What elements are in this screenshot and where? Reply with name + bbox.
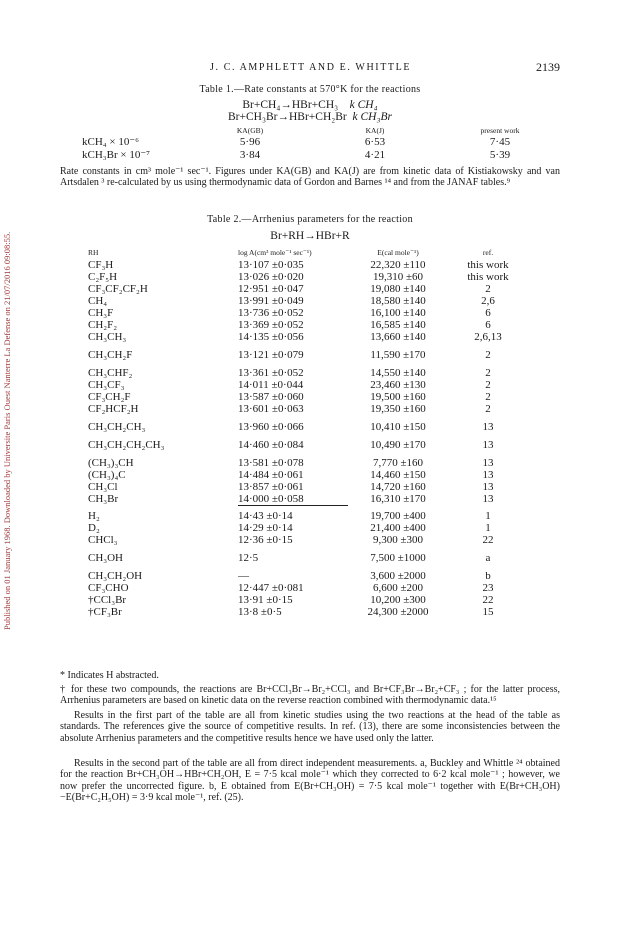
rh-cell: CF₃CH₂F [88,391,131,403]
loga-cell: — [238,570,249,582]
loga-cell: 13·121 ±0·079 [238,349,304,361]
ref-cell: 2 [485,349,491,361]
loga-cell: 14·43 ±0·14 [238,510,293,522]
table2-row [88,522,528,534]
running-authors: J. C. AMPHLETT AND E. WHITTLE [210,62,412,73]
k-label-2: k CH₃Br [352,111,392,123]
page-header [60,62,560,76]
ref-cell: 2 [485,391,491,403]
table2-row [88,534,528,546]
table1-reactions [60,99,560,123]
download-sidebar [2,70,14,630]
table2-row [88,331,528,343]
loga-cell: 14·460 ±0·084 [238,439,304,451]
cell: 4·21 [364,148,386,161]
e-cell: 19,500 ±160 [370,391,426,403]
rh-cell: †CF₃Br [88,606,122,618]
col-rh: RH [88,248,99,257]
rh-cell: CF₃CF₂CF₂H [88,283,148,295]
table1 [60,126,560,161]
table2-row [88,403,528,415]
rh-cell: †CCl₃Br [88,594,127,606]
ref-cell: 2 [485,379,491,391]
table2-row [88,493,528,506]
e-cell: 24,300 ±2000 [367,606,429,618]
paragraph-1: Results in the first part of the table are all from kinetic studies using the two reactions at the head of the table as standards. The references give the source of competitive results. In ref. (13), there are some inconsistencies between the absolute Arrhenius parameters and the competitive results hence we have used only the latter. [60,710,560,744]
rh-cell: (CH₃)₄C [88,469,126,481]
e-cell: 7,500 ±1000 [370,552,426,564]
ref-cell: 2 [485,403,491,415]
rh-cell: CH₃CH₂OH [88,570,143,582]
e-cell: 6,600 ±200 [372,582,424,594]
table2-row [88,469,528,481]
table2-row [88,295,528,307]
table2-row [88,582,528,594]
ref-cell: 13 [482,481,494,493]
loga-cell: 13·857 ±0·061 [238,481,304,493]
ref-cell: 13 [482,439,494,451]
e-cell: 19,310 ±60 [372,271,424,283]
col-ref: ref. [482,248,494,257]
ref-cell: 1 [485,509,491,522]
loga-cell: 14·29 ±0·14 [238,522,293,534]
table1-row [60,148,560,161]
paragraph-2: Results in the second part of the table are all from direct independent measurements. a, Buckley and Whittle ²⁴ obtained for the reaction Br+CH₃OH→HBr+CH₂OH, E = 7·5 kcal mole⁻¹ which they corrected to 6·2 kcal mole⁻¹ ; however, we now prefer the uncorrected figure. b, E obtained from E(Br+CH₃OH) = 7·5 kcal mole⁻¹ together with E(Br+CH₃OH)−E(Br+C₂H₅OH) = 3·9 kcal mole⁻¹, ref. (25). [60,758,560,804]
e-cell: 22,320 ±110 [370,259,426,271]
loga-cell: 13·991 ±0·049 [238,295,304,307]
page-number: 2139 [536,60,560,74]
table2-reaction: Br+RH→HBr+R [270,230,350,242]
ref-cell: 13 [482,493,494,506]
ref-cell: 22 [482,534,494,546]
row-label: kCH₄ × 10⁻⁶ [82,136,139,148]
ref-cell: 13 [482,421,494,433]
cell: 5·39 [489,148,511,161]
e-cell: 23,460 ±130 [370,379,426,391]
k-label-1: k CH₄ [349,99,378,111]
e-cell: 16,585 ±140 [370,319,426,331]
rh-cell: CH₄ [88,295,108,307]
table2 [88,248,528,618]
ref-cell: 2,6,13 [474,331,502,343]
e-cell: 14,720 ±160 [370,481,426,493]
loga-cell: 13·361 ±0·052 [238,367,304,379]
e-cell: 3,600 ±2000 [370,570,426,582]
cell: 5·96 [239,135,261,148]
rh-cell: CF₃CHO [88,582,129,594]
loga-cell: 13·369 ±0·052 [238,319,304,331]
e-cell: 9,300 ±300 [372,534,424,546]
loga-cell: 12·36 ±0·15 [238,534,293,546]
table1-caption: Table 1.—Rate constants at 570°K for the reactions [199,84,421,95]
download-notice: Published on 01 January 1968. Downloaded by Universite Paris Ouest Nanterre La Defense on 21/07/2016 09:08:55. [2,231,12,630]
rh-cell: CH₃CH₃ [88,331,127,343]
col-kagb: KA(GB) [236,126,264,135]
e-cell: 21,400 ±400 [370,522,426,534]
ref-cell: 6 [485,319,491,331]
loga-cell: 14·135 ±0·056 [238,331,304,343]
rh-cell: CF₂HCF₂H [88,403,139,415]
col-e: E(cal mole⁻¹) [377,248,419,257]
ref-cell: 22 [482,594,494,606]
ref-cell: 15 [482,606,494,618]
rh-cell: CHCl₃ [88,534,118,546]
table2-header [88,248,528,259]
cell: 6·53 [364,135,386,148]
ref-cell: 13 [482,469,494,481]
table2-row [88,606,528,618]
col-loga: log A(cm³ mole⁻¹ sec⁻¹) [238,248,312,257]
table2-row [88,271,528,283]
ref-cell: 2 [485,283,491,295]
e-cell: 13,660 ±140 [370,331,426,343]
e-cell: 19,350 ±160 [370,403,426,415]
loga-cell: 12·5 [238,552,259,564]
table2-row [88,594,528,606]
loga-cell: 13·026 ±0·020 [238,271,304,283]
e-cell: 19,080 ±140 [370,283,426,295]
table2-row [88,564,528,582]
cell: 7·45 [489,135,511,148]
rh-cell: CH₃CH₂CH₃ [88,421,146,433]
rh-cell: CF₃H [88,259,114,271]
e-cell: 16,310 ±170 [370,493,426,506]
rh-cell: CH₃OH [88,552,124,564]
table1-note: Rate constants in cm³ mole⁻¹ sec⁻¹. Figures under KA(GB) and KA(J) are from kinetic data of Kistiakowsky and van Artsdalen ³ re-calculated by us using thermodynamic data of Gordon and Barnes ¹⁴ and from the JANAF tables.⁹ [60,166,560,189]
e-cell: 7,770 ±160 [372,457,424,469]
row-label: kCH₃Br × 10⁻⁷ [82,149,150,161]
table2-row [88,451,528,469]
reaction-2: Br+CH₃Br→HBr+CH₂Br [228,111,347,123]
loga-cell: 12·447 ±0·081 [238,582,304,594]
rh-cell: C₂F₅H [88,271,118,283]
footnote-dagger: † for these two compounds, the reactions are Br+CCl₃Br→Br₂+CCl₃ and Br+CF₃Br→Br₂+CF₃ ; for the latter process, Arrhenius parameters are based on kinetic data on the reverse reaction combined with thermodynamic data.¹⁵ [60,684,560,707]
loga-cell: 13·601 ±0·063 [238,403,304,415]
loga-cell: 13·736 ±0·052 [238,307,304,319]
loga-cell: 13·107 ±0·035 [238,259,304,271]
e-cell: 10,410 ±150 [370,421,426,433]
loga-cell: 13·960 ±0·066 [238,421,304,433]
ref-cell: b [485,570,491,582]
loga-cell: 14·000 ±0·058 [238,493,348,506]
cell: 3·84 [239,148,261,161]
table2-row [88,391,528,403]
rh-cell: (CH₃)₃CH [88,457,134,469]
ref-cell: this work [467,259,509,271]
table2-row [88,361,528,379]
e-cell: 11,590 ±170 [370,349,426,361]
e-cell: 19,700 ±400 [370,509,426,522]
table2-row [88,546,528,564]
table2-row [88,506,528,523]
rh-cell: H₂ [88,509,100,522]
rh-cell: CH₃CF₃ [88,379,125,391]
table2-row [88,379,528,391]
rh-cell: CH₃Br [88,493,119,506]
e-cell: 14,460 ±150 [370,469,426,481]
table2-row [88,433,528,451]
rh-cell: CH₃CH₂CH₂CH₃ [88,439,165,451]
e-cell: 16,100 ±140 [370,307,426,319]
e-cell: 10,490 ±170 [370,439,426,451]
e-cell: 18,580 ±140 [370,295,426,307]
footnote-star: * Indicates H abstracted. [60,670,159,681]
rh-cell: CH₂F₂ [88,319,118,331]
table2-row [88,283,528,295]
table2-row [88,259,528,271]
e-cell: 14,550 ±140 [370,367,426,379]
rh-cell: CH₃Cl [88,481,118,493]
rh-cell: CH₃CHF₂ [88,367,133,379]
loga-cell: 12·951 ±0·047 [238,283,304,295]
ref-cell: 13 [482,457,494,469]
loga-cell: 14·484 ±0·061 [238,469,304,481]
loga-cell: 13·91 ±0·15 [238,594,293,606]
e-cell: 10,200 ±300 [370,594,426,606]
table2-caption: Table 2.—Arrhenius parameters for the reaction [207,214,413,225]
table2-row [88,319,528,331]
ref-cell: a [485,552,491,564]
ref-cell: 1 [485,522,491,534]
table2-row [88,343,528,361]
col-kaj: KA(J) [365,126,385,135]
table1-header [60,126,560,135]
ref-cell: 6 [485,307,491,319]
reaction-1: Br+CH₄→HBr+CH₃ [242,99,339,111]
loga-cell: 14·011 ±0·044 [238,379,304,391]
table1-row [60,135,560,148]
loga-cell: 13·587 ±0·060 [238,391,304,403]
ref-cell: 2 [485,367,491,379]
loga-cell: 13·581 ±0·078 [238,457,304,469]
rh-cell: D₂ [88,522,100,534]
ref-cell: 23 [482,582,494,594]
table2-row [88,307,528,319]
ref-cell: 2,6 [481,295,495,307]
rh-cell: CH₃F [88,307,114,319]
table2-row [88,481,528,493]
table2-row [88,415,528,433]
col-present: present work [480,126,520,135]
loga-cell: 13·8 ±0·5 [238,606,282,618]
ref-cell: this work [467,271,509,283]
rh-cell: CH₃CH₂F [88,349,133,361]
